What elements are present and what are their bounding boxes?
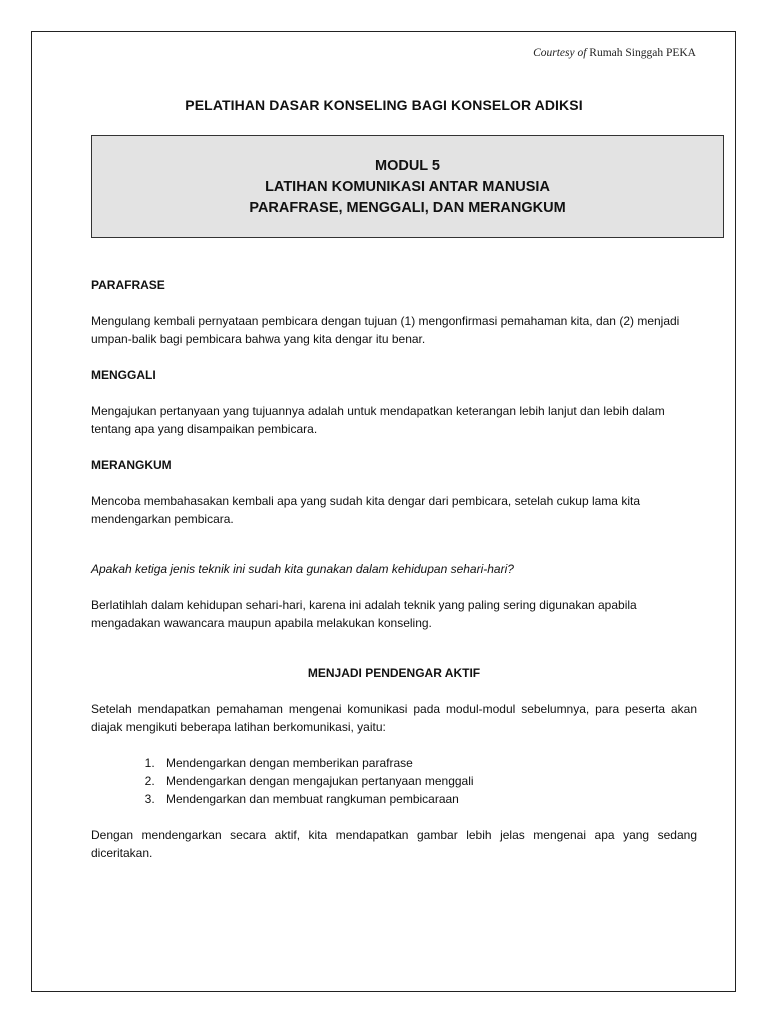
list-item: 2. Mendengarkan dengan mengajukan pertanyaan menggali [158,772,697,790]
document-body [91,276,697,862]
document-title: PELATIHAN DASAR KONSELING BAGI KONSELOR ADIKSI [185,97,583,113]
module-subtitle: LATIHAN KOMUNIKASI ANTAR MANUSIA [265,179,550,195]
courtesy-name: Rumah Singgah PEKA [589,47,696,59]
module-topics: PARAFRASE, MENGGALI, DAN MERANGKUM [249,200,566,216]
section-body-menggali: Mengajukan pertanyaan yang tujuannya adalah untuk mendapatkan keterangan lebih lanjut dan lebih dalam tentang apa yang disampaikan pembicara. [91,404,665,436]
practice-text: Berlatihlah dalam kehidupan sehari-hari, karena ini adalah teknik yang paling sering digunakan apabila mengadakan wawancara maupun apabila melakukan konseling. [91,598,637,630]
section-body-merangkum: Mencoba membahasakan kembali apa yang sudah kita dengar dari pembicara, setelah cukup lama kita mendengarkan pembicara. [91,494,640,526]
active-listening-intro: Setelah mendapatkan pemahaman mengenai komunikasi pada modul-modul sebelumnya, para peserta akan diajak mengikuti beberapa latihan berkomunikasi, yaitu: [91,702,697,734]
list-item: 1. Mendengarkan dengan memberikan parafrase [158,754,697,772]
module-number: MODUL 5 [375,158,440,174]
courtesy-note [533,47,696,59]
module-title-box [91,135,724,238]
courtesy-prefix: Courtesy of [533,47,587,59]
reflection-question: Apakah ketiga jenis teknik ini sudah kita gunakan dalam kehidupan sehari-hari? [91,562,514,576]
closing-text: Dengan mendengarkan secara aktif, kita mendapatkan gambar lebih jelas mengenai apa yang sedang diceritakan. [91,828,697,860]
section-heading-menggali: MENGGALI [91,368,156,382]
section-body-parafrase: Mengulang kembali pernyataan pembicara dengan tujuan (1) mengonfirmasi pemahaman kita, dan (2) menjadi umpan-balik bagi pembicara bahwa yang kita dengar itu benar. [91,314,680,346]
active-listening-heading: MENJADI PENDENGAR AKTIF [307,666,481,680]
exercise-list [91,754,697,808]
list-item: 3. Mendengarkan dan membuat rangkuman pembicaraan [158,790,697,808]
section-heading-merangkum: MERANGKUM [91,458,172,472]
section-heading-parafrase: PARAFRASE [91,278,165,292]
